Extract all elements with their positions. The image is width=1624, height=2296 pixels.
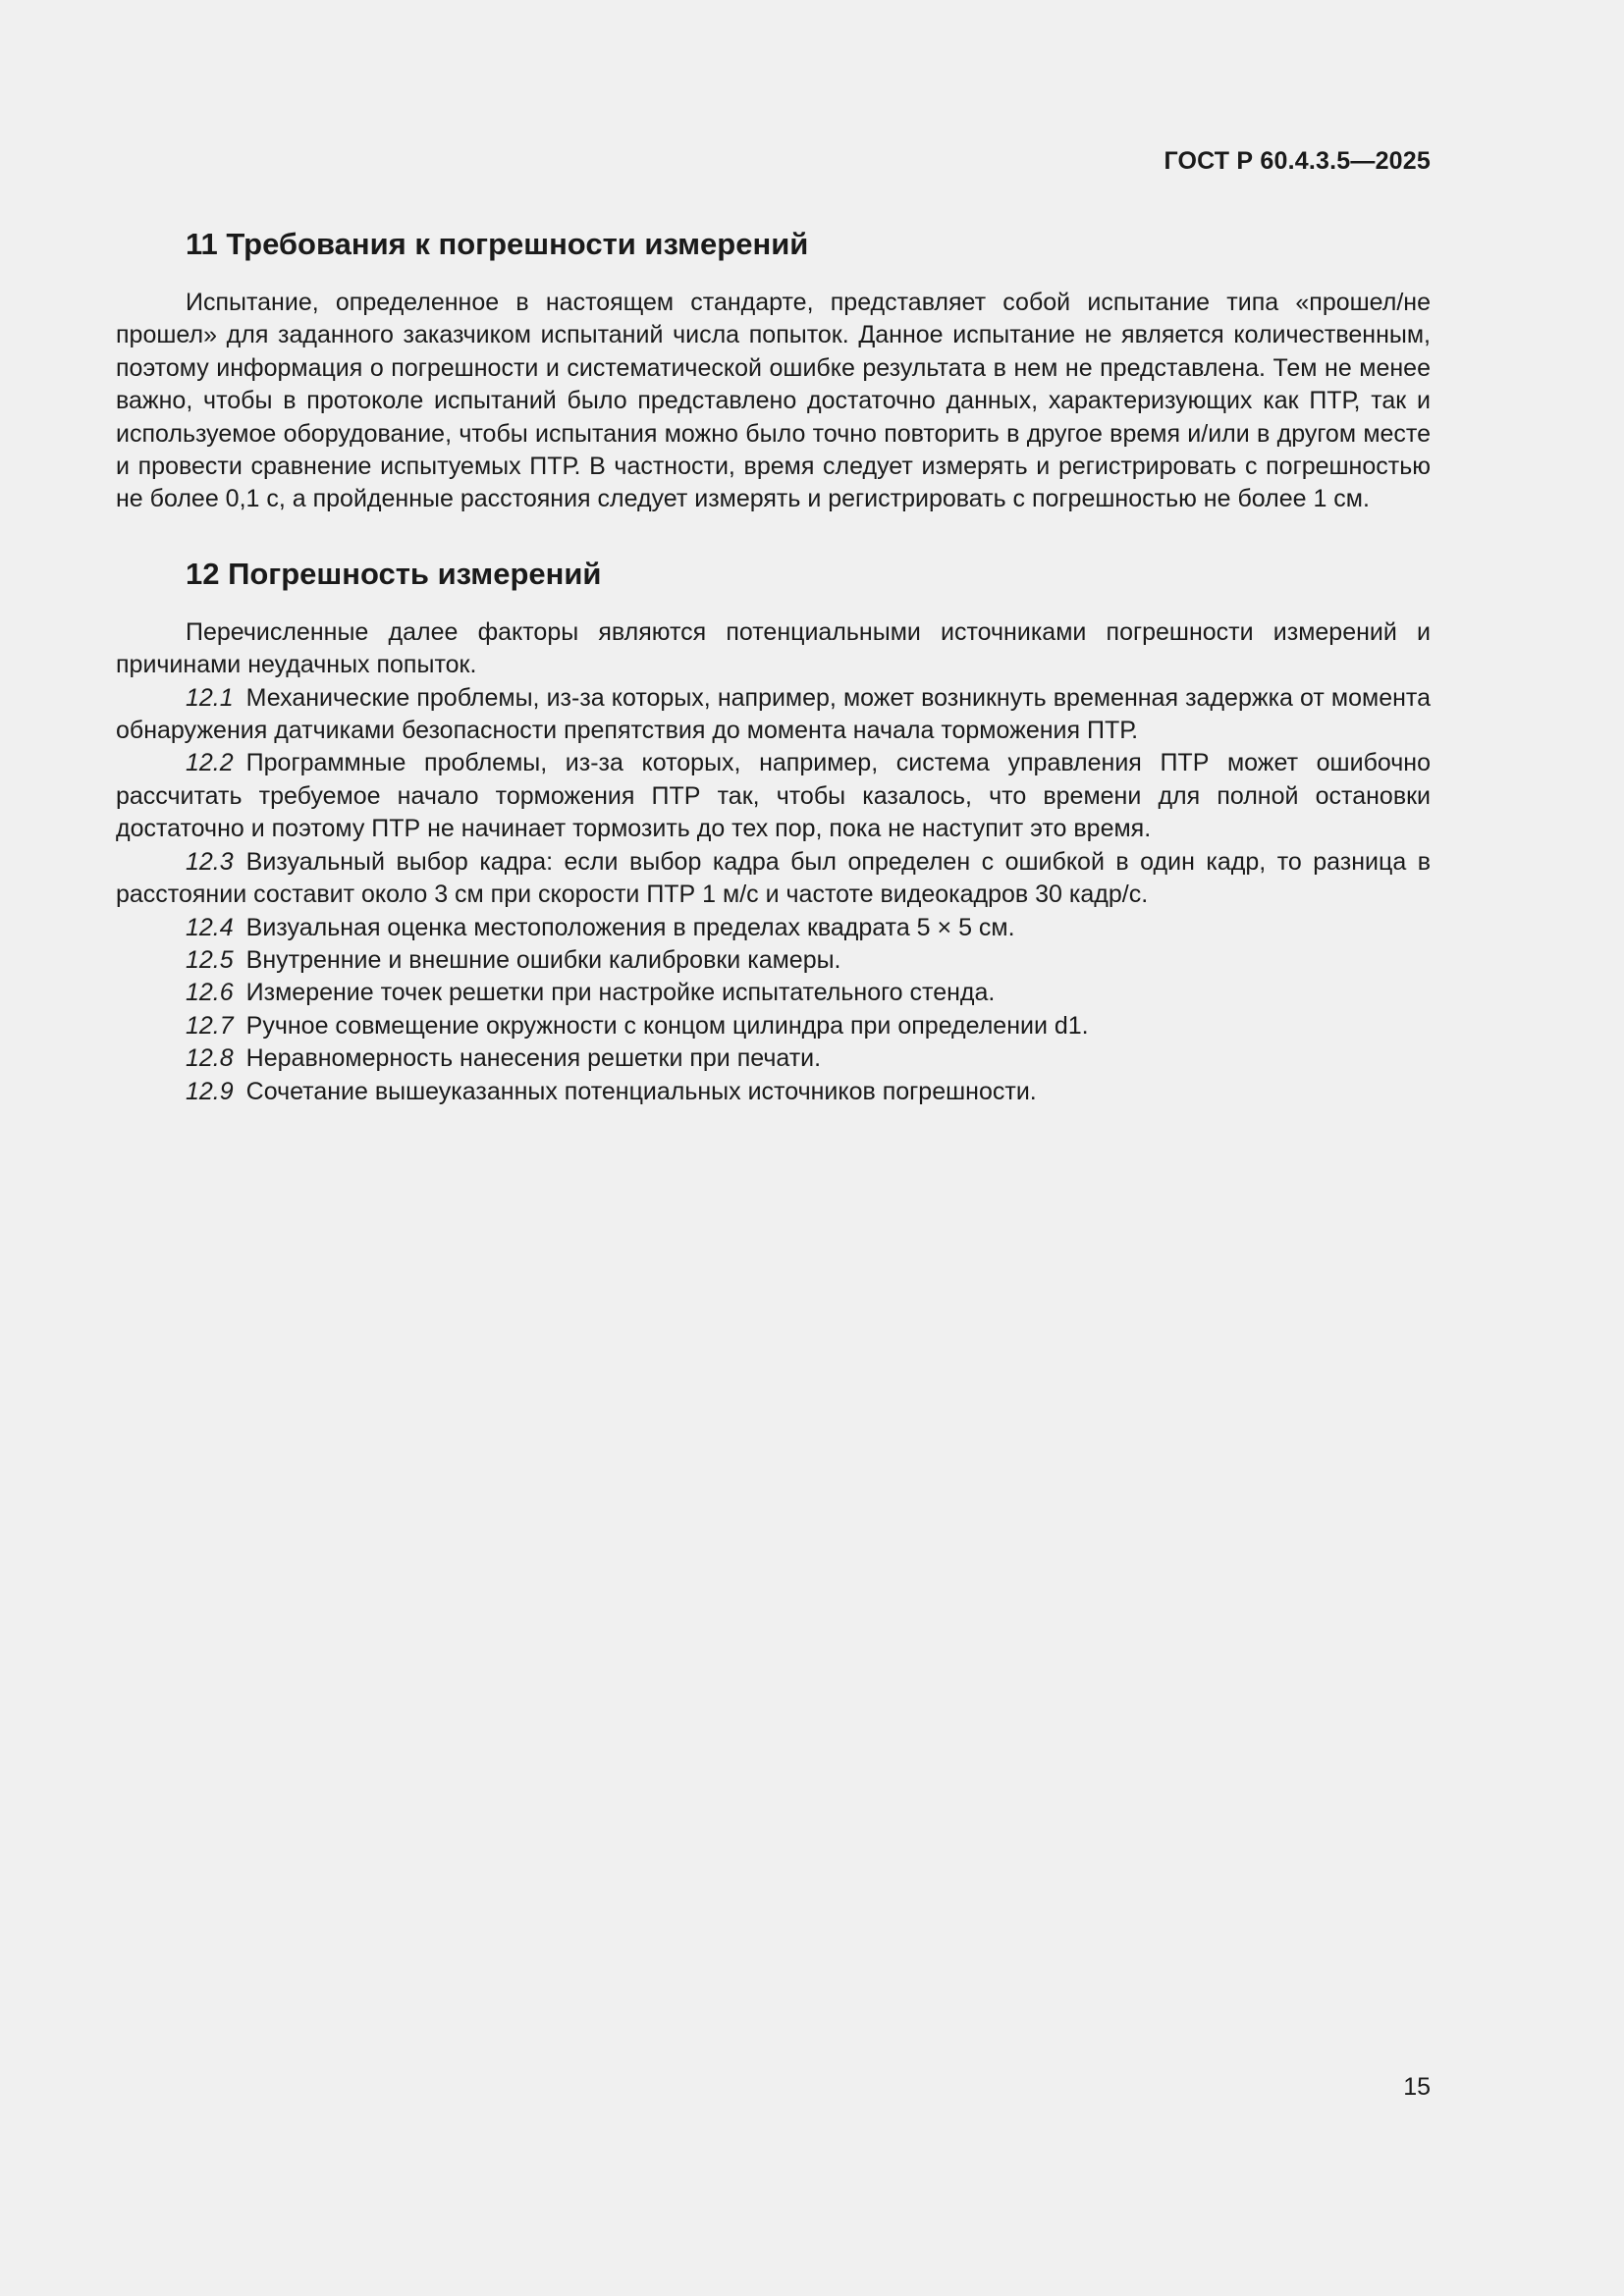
item-number: 12.6 (186, 979, 234, 1007)
item-number: 12.2 (186, 749, 234, 777)
section-12 (116, 554, 1431, 1108)
item-text: Механические проблемы, из-за которых, например, может возникнуть временная задержка от момента обнаружения датчиками безопасности препятствия до момента начала торможения ПТР. (116, 683, 1431, 745)
standard-designation: ГОСТ Р 60.4.3.5—2025 (1164, 147, 1431, 175)
item-text: Ручное совмещение окружности с концом цилиндра при определении d1. (245, 1011, 1089, 1040)
page-number: 15 (1403, 2073, 1431, 2101)
item-text: Измерение точек решетки при настройке испытательного стенда. (245, 979, 996, 1007)
list-item-12-3 (116, 846, 1431, 912)
item-text: Визуальный выбор кадра: если выбор кадра был определен с ошибкой в один кадр, то разница в расстоянии составит около 3 см при скорости ПТР 1 м/с и частоте видеокадров 30 кадр/с. (116, 847, 1431, 909)
list-item-12-1 (116, 682, 1431, 748)
list-item-12-4 (116, 912, 1431, 944)
section-11-heading: 11 Требования к погрешности измерений (186, 227, 809, 261)
list-item-12-2 (116, 747, 1431, 845)
list-item-12-6 (116, 977, 1431, 1009)
item-number: 12.7 (186, 1011, 234, 1040)
list-item-12-9 (116, 1076, 1431, 1108)
item-text: Внутренние и внешние ошибки калибровки камеры. (245, 945, 841, 974)
list-item-12-5 (116, 944, 1431, 977)
item-number: 12.3 (186, 847, 234, 876)
item-text: Неравномерность нанесения решетки при печати. (245, 1044, 822, 1073)
item-number: 12.4 (186, 913, 234, 941)
item-text: Сочетание вышеуказанных потенциальных источников погрешности. (245, 1077, 1037, 1105)
item-text: Визуальная оценка местоположения в пределах квадрата 5 × 5 см. (245, 913, 1015, 941)
list-item-12-8 (116, 1042, 1431, 1075)
list-item-12-7 (116, 1010, 1431, 1042)
item-number: 12.5 (186, 945, 234, 974)
section-11-paragraph: Испытание, определенное в настоящем стандарте, представляет собой испытание типа «прошел/не прошел» для заданного заказчиком испытаний числа попыток. Данное испытание не является количественным, поэтому информация о погрешности и систематической ошибке результата в нем не представлена. Тем не менее важно, чтобы в протоколе испытаний было представлено достаточно данных, характеризующих как ПТР, так и используемое оборудование, чтобы испытания можно было точно повторить в другое время и/или в другом месте и провести сравнение испытуемых ПТР. В частности, время следует измерять и регистрировать с погрешностью не более 0,1 с, а пройденные расстояния следует измерять и регистрировать с погрешностью не более 1 см. (116, 289, 1431, 513)
page-content (116, 224, 1431, 1108)
item-number: 12.1 (186, 683, 234, 712)
item-number: 12.8 (186, 1044, 234, 1073)
item-text: Программные проблемы, из-за которых, например, система управления ПТР может ошибочно рассчитать требуемое начало торможения ПТР так, чтобы казалось, что времени для полной остановки достаточно и поэтому ПТР не начинает тормозить до тех пор, пока не наступит это время. (116, 749, 1431, 843)
section-12-intro: Перечисленные далее факторы являются потенциальными источниками погрешности измерений и причинами неудачных попыток. (116, 617, 1431, 679)
section-12-heading: 12 Погрешность измерений (186, 556, 602, 591)
item-number: 12.9 (186, 1077, 234, 1105)
section-11 (116, 224, 1431, 516)
